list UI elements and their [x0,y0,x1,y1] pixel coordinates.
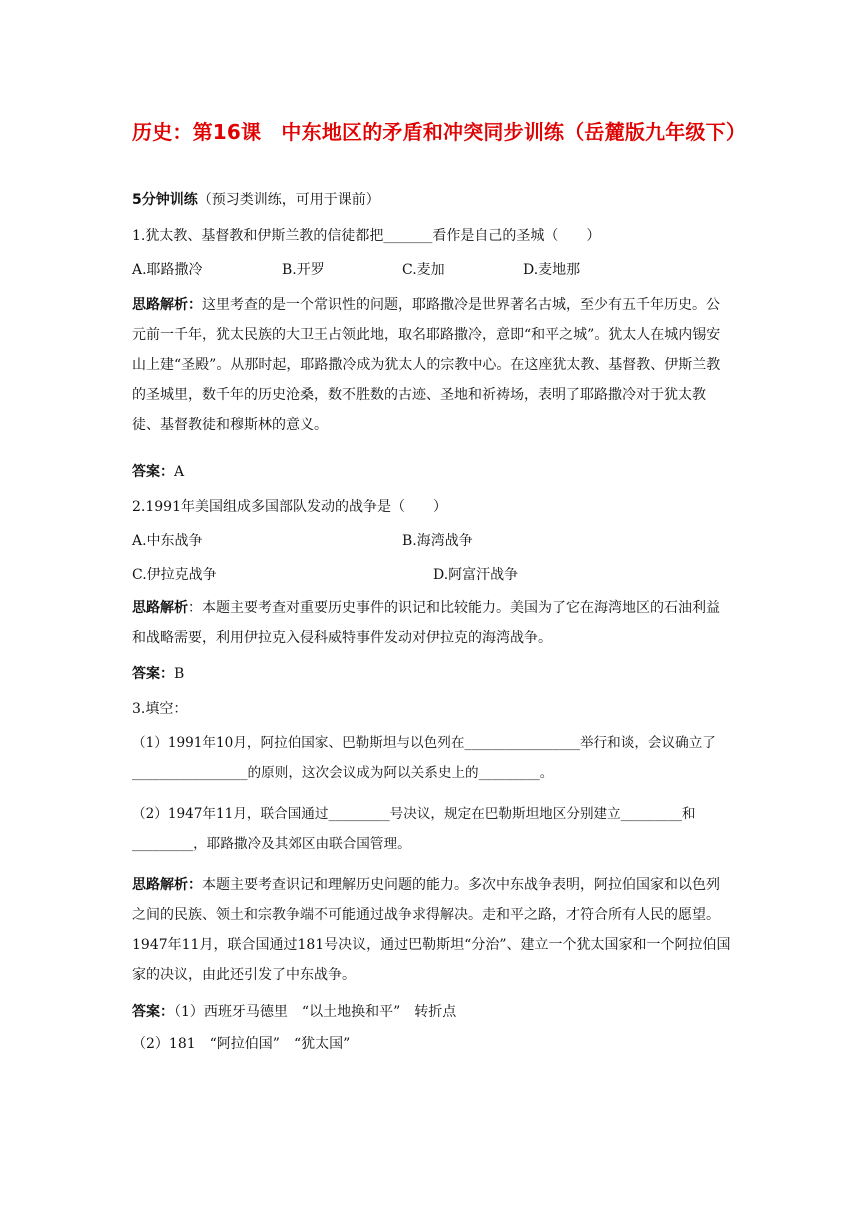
q2-option-a: A.中东战争 [132,533,203,549]
q2-option-d: D.阿富汗战争 [433,567,519,583]
q3-answer [132,1002,456,1022]
q1-option-d: D.麦地那 [523,262,581,278]
q1-option-a: A.耶路撒冷 [132,262,203,278]
q1-analysis [132,290,732,440]
q1-answer [132,462,184,482]
q3-answer-line-2: （2）181 “阿拉伯国” “犹太国” [132,1036,351,1052]
q2-analysis [132,593,732,653]
q3-answer-label: 答案： [132,1004,174,1020]
q2-stem: 2.1991年美国组成多国部队发动的战争是（ ） [132,499,447,515]
q1-analysis-text: 这里考查的是一个常识性的问题，耶路撒冷是世界著名古城，至少有五千年历史。公元前一千年，犹太民族的大卫王占领此地，取名耶路撒冷，意即“和平之城”。犹太人在城内锡安山上建“圣殿”。从那时起，耶路撒冷成为犹太人的宗教中心。在这座犹太教、基督教、伊斯兰教的圣城里，数千年的历史沧桑，数不胜数的古迹、圣地和祈祷场，表明了耶路撒冷对于犹太教徒、基督教徒和穆斯林的意义。 [132,297,721,433]
q1-answer-label: 答案： [132,464,174,480]
q2-analysis-label: 思路解析 [132,600,188,616]
q2-analysis-text: ：本题主要考查对重要历史事件的识记和比较能力。美国为了它在海湾地区的石油利益和战略需要，利用伊拉克入侵科威特事件发动对伊拉克的海湾战争。 [132,600,720,646]
q3-answer-line-1: （1）西班牙马德里 “以土地换和平” 转折点 [174,1004,457,1020]
q1-analysis-label: 思路解析： [132,297,202,313]
document-title: 历史：第16课 中东地区的矛盾和冲突同步训练（岳麓版九年级下） [132,120,747,144]
q1-answer-value: A [174,464,185,480]
q3-item-1: （1）1991年10月，阿拉伯国家、巴勒斯坦与以色列在_________________举行和谈，会议确立了_________________的原则，这次会议成为阿以关系史上的_________。 [132,735,716,781]
q2-option-b: B.海湾战争 [402,533,473,549]
q3-analysis [132,870,732,990]
section-heading-label: 5分钟训练 [132,192,198,208]
q2-option-c: C.伊拉克战争 [132,567,217,583]
q3-analysis-label: 思路解析： [132,877,202,893]
q2-answer [132,664,184,684]
q3-stem: 3.填空： [132,701,188,717]
section-heading [132,190,380,210]
section-heading-note: （预习类训练，可用于课前） [197,192,380,208]
q2-answer-value: B [174,666,185,682]
q3-item-2: （2）1947年11月，联合国通过_________号决议，规定在巴勒斯坦地区分别建立_________和_________，耶路撒冷及其郊区由联合国管理。 [132,806,696,852]
q1-stem: 1.犹太教、基督教和伊斯兰教的信徒都把_______看作是自己的圣城（ ） [132,228,601,244]
q1-option-b: B.开罗 [282,262,325,278]
q3-analysis-text: 本题主要考查识记和理解历史问题的能力。多次中东战争表明，阿拉伯国家和以色列之间的民族、领土和宗教争端不可能通过战争求得解决。走和平之路，才符合所有人民的愿望。1947年11月，联合国通过181号决议，通过巴勒斯坦“分治”、建立一个犹太国家和一个阿拉伯国家的决议，由此还引发了中东战争。 [132,877,731,983]
q1-option-c: C.麦加 [402,262,445,278]
q2-answer-label: 答案： [132,666,174,682]
